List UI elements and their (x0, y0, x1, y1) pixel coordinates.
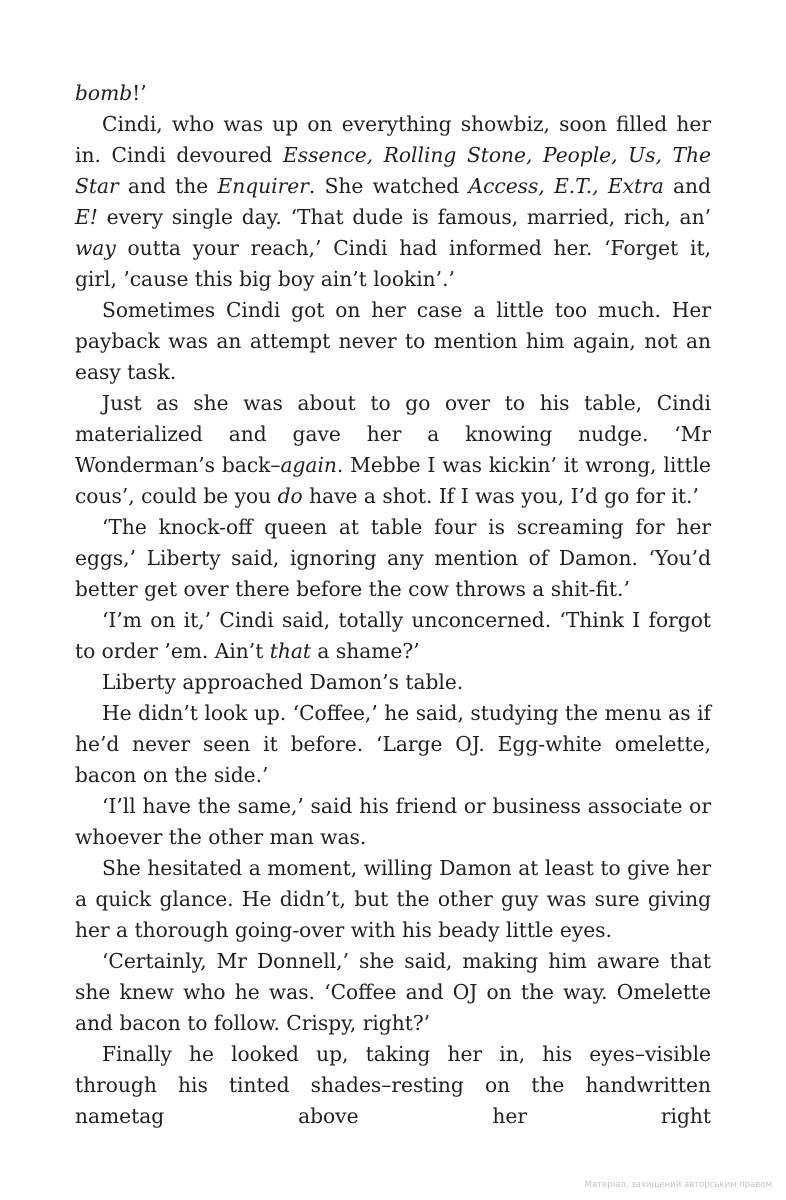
text-run: . Mebbe I was kickin’ it wrong, little cous’, could be you (75, 453, 711, 508)
text-run: Liberty approached Damon’s table. (102, 670, 464, 694)
text-run: He didn’t look up. ‘Coffee,’ he said, studying the menu as if he’d never seen it before. ‘Large OJ. Egg-white omelette, bacon on the side.’ (75, 701, 711, 787)
text-run: a shame?’ (311, 639, 420, 663)
italic-text: E! (75, 205, 98, 229)
book-page-text (75, 78, 711, 1132)
paragraph (75, 78, 711, 109)
text-run: ‘The knock-off queen at table four is screaming for her eggs,’ Liberty said, ignoring any mention of Damon. ‘You’d better get over there before the cow throws a shit-fit.’ (75, 515, 711, 601)
italic-text: Essence, Rolling Stone, People, Us, The Star (75, 143, 711, 198)
text-run: Just as she was about to go over to his table, Cindi materialized and gave her a knowing nudge. ‘Mr Wonderman’s back– (75, 391, 711, 477)
paragraph (75, 667, 711, 698)
text-run: outta your reach,’ Cindi had informed her. ‘Forget it, girl, ’cause this big boy ain’t lookin’.’ (75, 236, 711, 291)
text-run: !’ (132, 81, 147, 105)
paragraph (75, 698, 711, 791)
paragraph (75, 109, 711, 295)
text-run: have a shot. If I was you, I’d go for it.’ (302, 484, 699, 508)
italic-text: Enquirer (217, 174, 309, 198)
paragraph (75, 295, 711, 388)
italic-text: Access, E.T., Extra (468, 174, 664, 198)
text-run: . She watched (308, 174, 469, 198)
italic-text: that (269, 639, 312, 663)
text-run: and the (118, 174, 218, 198)
text-run: Cindi, who was up on everything showbiz, soon filled her in. Cindi devoured (75, 112, 711, 167)
text-run: every single day. ‘That dude is famous, married, rich, an’ (97, 205, 711, 229)
copyright-watermark: Матеріал, захищений авторським правом (584, 1180, 772, 1190)
paragraph (75, 388, 711, 512)
text-run: She hesitated a moment, willing Damon at least to give her a quick glance. He didn’t, but the other guy was sure giving her a thorough going-over with his beady little eyes. (75, 856, 711, 942)
paragraph (75, 605, 711, 667)
text-run: ‘I’m on it,’ Cindi said, totally unconcerned. ‘Think I forgot to order ’em. Ain’t (75, 608, 711, 663)
paragraph (75, 1039, 711, 1132)
paragraph (75, 853, 711, 946)
paragraph (75, 791, 711, 853)
text-run: Finally he looked up, taking her in, his eyes–visible through his tinted shades–resting on the handwritten nametag above her right (75, 1042, 711, 1128)
italic-text: again (280, 453, 337, 477)
italic-text: bomb (75, 81, 133, 105)
text-run: ‘I’ll have the same,’ said his friend or business associate or whoever the other man was. (75, 794, 711, 849)
italic-text: way (75, 236, 116, 260)
text-run: ‘Certainly, Mr Donnell,’ she said, making him aware that she knew who he was. ‘Coffee and OJ on the way. Omelette and bacon to follow. Crispy, right?’ (75, 949, 711, 1035)
paragraph (75, 512, 711, 605)
text-run: Sometimes Cindi got on her case a little too much. Her payback was an attempt never to mention him again, not an easy task. (75, 298, 711, 384)
italic-text: do (277, 484, 303, 508)
paragraph (75, 946, 711, 1039)
text-run: and (663, 174, 711, 198)
